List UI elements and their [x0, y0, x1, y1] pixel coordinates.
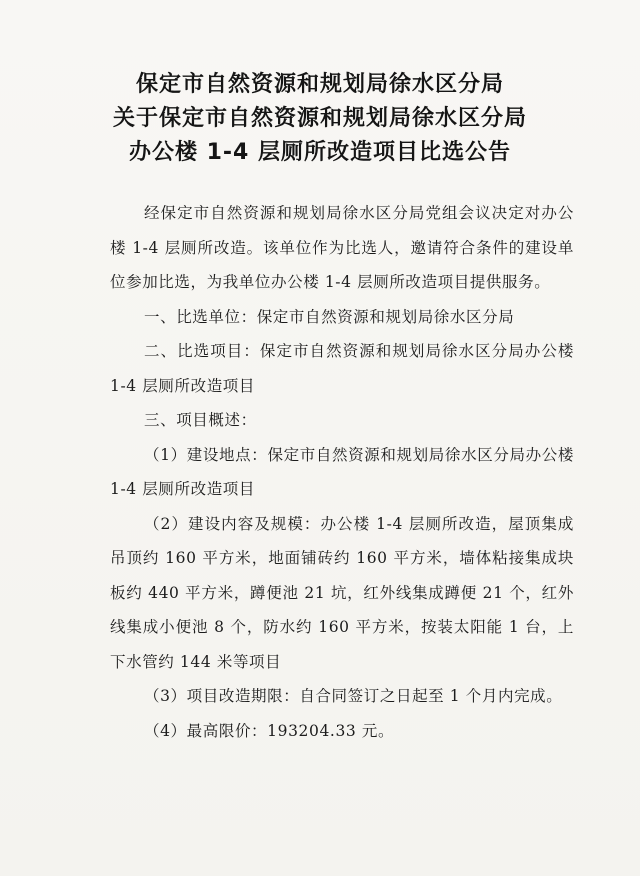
section-bidding-project: 二、比选项目：保定市自然资源和规划局徐水区分局办公楼 1-4 层厕所改造项目 [110, 342, 574, 395]
item-scope: （2）建设内容及规模：办公楼 1-4 层厕所改造，屋顶集成吊顶约 160 平方米，地面铺砖约 160 平方米，墙体粘接集成块板约 440 平方米，蹲便池 21 坑，红外线集成蹲便 21 个，红外线集成小便池 8 个，防水约 160 平方米，按装太阳能 1 台，上下水管约 144 米等项目 [110, 514, 574, 671]
intro-paragraph: 经保定市自然资源和规划局徐水区分局党组会议决定对办公楼 1-4 层厕所改造。该单位作为比选人，邀请符合条件的建设单位参加比选，为我单位办公楼 1-4 层厕所改造项目提供服务。 [110, 204, 574, 291]
title-line-3: 办公楼 1-4 层厕所改造项目比选公告 [128, 140, 512, 165]
item-duration: （3）项目改造期限：自合同签订之日起至 1 个月内完成。 [144, 687, 563, 705]
section-project-overview: 三、项目概述： [144, 411, 257, 429]
section-bidding-unit: 一、比选单位：保定市自然资源和规划局徐水区分局 [144, 307, 515, 326]
item-location: （1）建设地点：保定市自然资源和规划局徐水区分局办公楼 1-4 层厕所改造项目 [110, 445, 574, 498]
title-line-2: 关于保定市自然资源和规划局徐水区分局 [112, 106, 527, 131]
item-price-limit: （4）最高限价：193204.33 元。 [144, 721, 395, 740]
document-title [0, 68, 640, 170]
document-body [110, 196, 574, 748]
title-line-1: 保定市自然资源和规划局徐水区分局 [135, 72, 504, 97]
